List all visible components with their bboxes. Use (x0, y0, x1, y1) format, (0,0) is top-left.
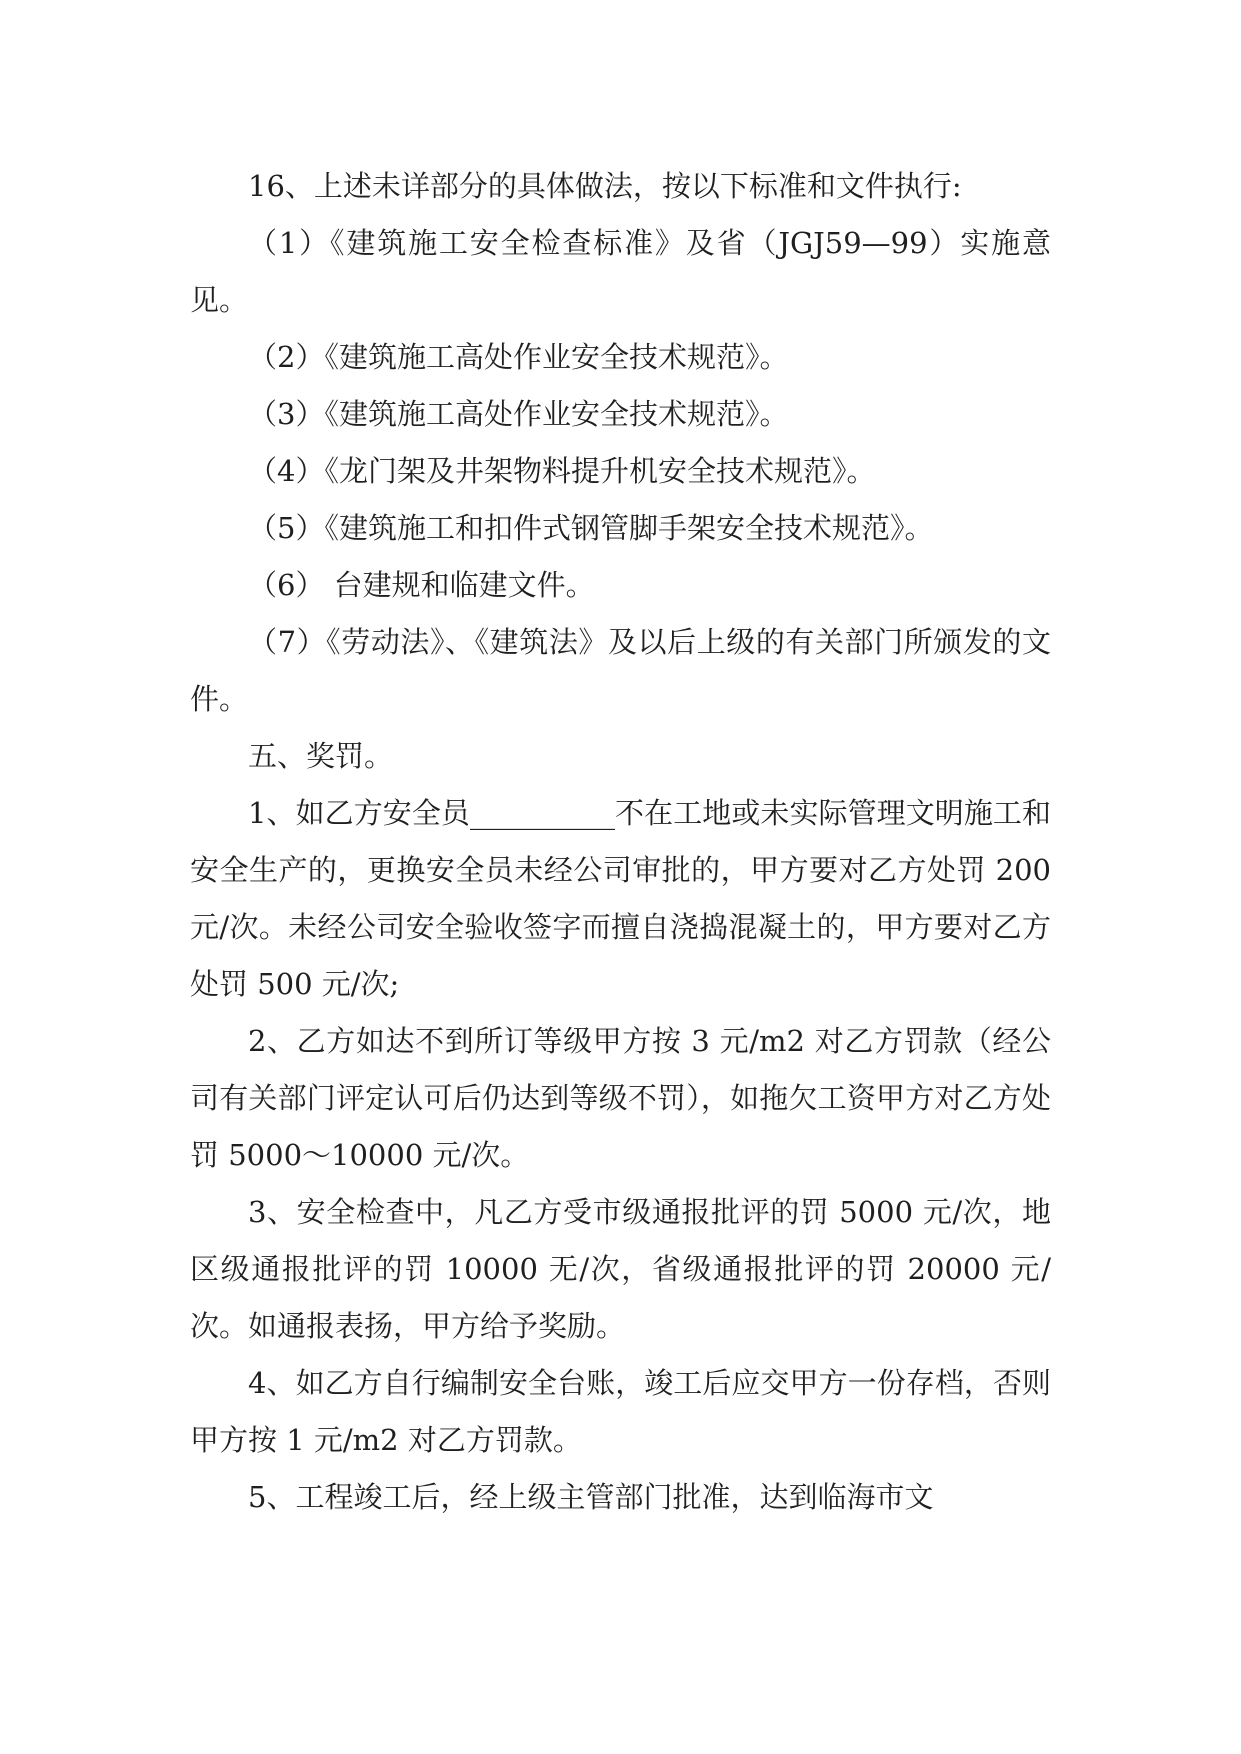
paragraph-standard-1: （1）《建筑施工安全检查标准》及省（JGJ59—99）实施意见。 (190, 226, 1051, 317)
section-heading-rewards-penalties: 五、奖罚。 (248, 739, 394, 773)
paragraph-standard-7: （7）《劳动法》、《建筑法》及以后上级的有关部门所颁发的文件。 (190, 625, 1051, 716)
paragraph-standard-2: （2）《建筑施工高处作业安全技术规范》。 (248, 340, 789, 374)
paragraph-rule-4: 4、如乙方自行编制安全台账，竣工后应交甲方一份存档，否则甲方按 1 元/m2 对乙方罚款。 (190, 1366, 1051, 1457)
paragraph-standard-4: （4）《龙门架及井架物料提升机安全技术规范》。 (248, 454, 876, 488)
paragraph-rule-2: 2、乙方如达不到所订等级甲方按 3 元/m2 对乙方罚款（经公司有关部门评定认可后仍达到等级不罚），如拖欠工资甲方对乙方处罚 5000～10000 元/次。 (190, 1024, 1051, 1172)
paragraph-rule-3: 3、安全检查中，凡乙方受市级通报批评的罚 5000 元/次，地区级通报批评的罚 10000 无/次，省级通报批评的罚 20000 元/次。如通报表扬，甲方给予奖励。 (190, 1195, 1051, 1343)
paragraph-standard-6: （6） 台建规和临建文件。 (248, 568, 595, 602)
paragraph-standard-5: （5）《建筑施工和扣件式钢管脚手架安全技术规范》。 (248, 511, 934, 545)
paragraph-rule-1: 1、如乙方安全员__________不在工地或未实际管理文明施工和安全生产的，更换安全员未经公司审批的，甲方要对乙方处罚 200 元/次。未经公司安全验收签字而擅自浇捣混凝土的，甲方要对乙方处罚 500 元/次; (190, 796, 1051, 1001)
paragraph-standards-intro: 16、上述未详部分的具体做法，按以下标准和文件执行: (248, 169, 962, 203)
paragraph-standard-3: （3）《建筑施工高处作业安全技术规范》。 (248, 397, 789, 431)
paragraph-rule-5: 5、工程竣工后，经上级主管部门批准，达到临海市文 (248, 1480, 934, 1514)
document-body (190, 158, 1051, 1526)
